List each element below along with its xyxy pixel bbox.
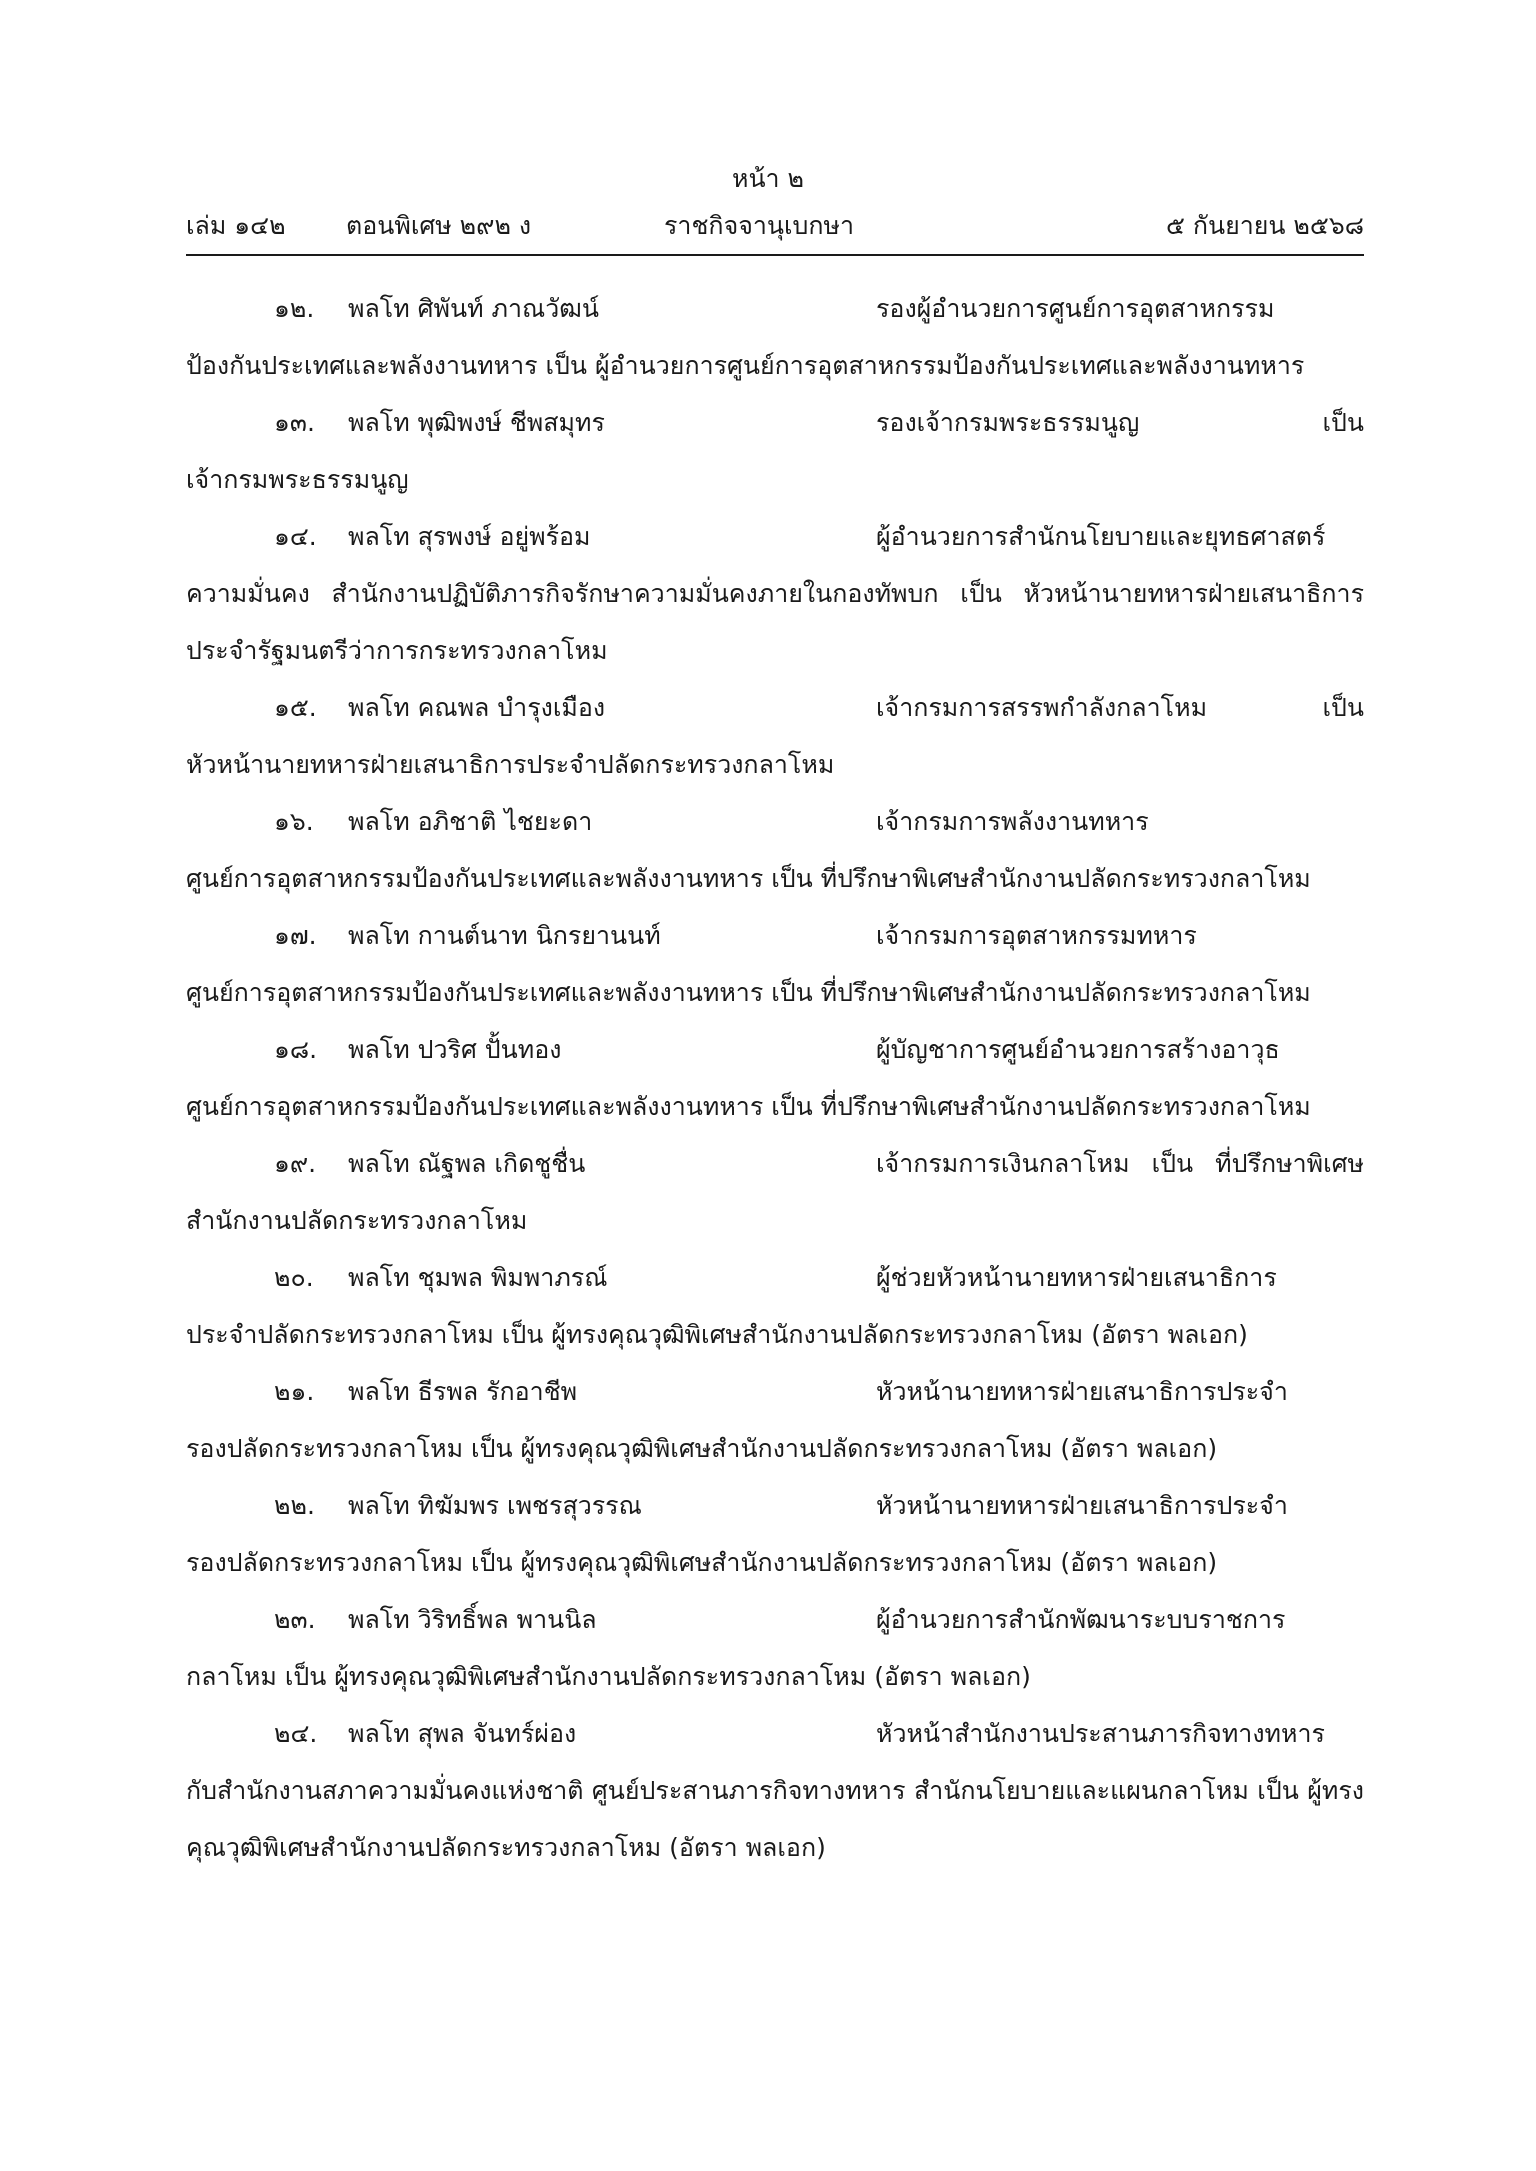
- current-position: ผู้อำนวยการสำนักนโยบายและยุทธศาสตร์: [876, 522, 1326, 551]
- officer-name: พลโท กานต์นาท นิกรยานนท์: [348, 921, 661, 950]
- appointment-entry: [186, 280, 1364, 394]
- entry-head: [186, 679, 1364, 736]
- appointment-entry: [186, 1705, 1364, 1876]
- officer-name: พลโท ทิฆัมพร เพชรสุวรรณ: [348, 1491, 642, 1520]
- entry-number: ๑๕.: [274, 693, 317, 722]
- header-publication: ราชกิจจานุเบกษา: [664, 211, 855, 240]
- entry-head: [186, 793, 1364, 850]
- current-position: ผู้อำนวยการสำนักพัฒนาระบบราชการ: [876, 1605, 1286, 1634]
- officer-name: พลโท วิริทธิ์พล พานนิล: [348, 1605, 597, 1634]
- entry-number: ๑๒.: [274, 294, 315, 323]
- entry-number: ๒๔.: [274, 1719, 318, 1748]
- entry-head: [186, 1249, 1364, 1306]
- current-position: เจ้ากรมการเงินกลาโหม เป็น ที่ปรึกษาพิเศษ: [876, 1149, 1364, 1178]
- officer-name: พลโท สุพล จันทร์ผ่อง: [348, 1719, 577, 1748]
- appointment-entry: [186, 679, 1364, 793]
- officer-name: พลโท พุฒิพงษ์ ชีพสมุทร: [348, 408, 605, 437]
- current-position: เจ้ากรมการพลังงานทหาร: [876, 807, 1149, 836]
- current-position: ผู้ช่วยหัวหน้านายทหารฝ่ายเสนาธิการ: [876, 1263, 1277, 1292]
- current-position: รองเจ้ากรมพระธรรมนูญ เป็น: [876, 408, 1364, 437]
- position-continuation: ศูนย์การอุตสาหกรรมป้องกันประเทศและพลังงานทหาร เป็น ที่ปรึกษาพิเศษสำนักงานปลัดกระทรวงกลาโหม: [186, 978, 1311, 1007]
- header-date: ๕ กันยายน ๒๕๖๘: [1165, 211, 1364, 240]
- entry-head: [186, 1363, 1364, 1420]
- position-continuation: ศูนย์การอุตสาหกรรมป้องกันประเทศและพลังงานทหาร เป็น ที่ปรึกษาพิเศษสำนักงานปลัดกระทรวงกลาโหม: [186, 864, 1311, 893]
- appointment-entry: [186, 793, 1364, 907]
- officer-name: พลโท ธีรพล รักอาชีพ: [348, 1377, 578, 1406]
- officer-name: พลโท อภิชาติ ไชยะดา: [348, 807, 593, 836]
- current-position: เจ้ากรมการอุตสาหกรรมทหาร: [876, 921, 1197, 950]
- position-continuation: รองปลัดกระทรวงกลาโหม เป็น ผู้ทรงคุณวุฒิพิเศษสำนักงานปลัดกระทรวงกลาโหม (อัตรา พลเอก): [186, 1434, 1218, 1463]
- appointment-entry: [186, 907, 1364, 1021]
- running-header: [186, 208, 1364, 244]
- entry-number: ๒๐.: [274, 1263, 314, 1292]
- appointment-entry: [186, 508, 1364, 679]
- position-continuation: ประจำปลัดกระทรวงกลาโหม เป็น ผู้ทรงคุณวุฒิพิเศษสำนักงานปลัดกระทรวงกลาโหม (อัตรา พลเอก): [186, 1320, 1248, 1349]
- appointment-entry: [186, 394, 1364, 508]
- entry-head: [186, 1477, 1364, 1534]
- current-position: หัวหน้าสำนักงานประสานภารกิจทางทหาร: [876, 1719, 1325, 1748]
- entry-head: [186, 1135, 1364, 1192]
- position-continuation: รองปลัดกระทรวงกลาโหม เป็น ผู้ทรงคุณวุฒิพิเศษสำนักงานปลัดกระทรวงกลาโหม (อัตรา พลเอก): [186, 1548, 1218, 1577]
- entry-number: ๒๑.: [274, 1377, 315, 1406]
- entry-head: [186, 1705, 1364, 1762]
- appointment-entry: [186, 1249, 1364, 1363]
- position-continuation: กับสำนักงานสภาความมั่นคงแห่งชาติ ศูนย์ประสานภารกิจทางทหาร สำนักนโยบายและแผนกลาโหม เป็น ผู้ทรงคุณวุฒิพิเศษสำนักงานปลัดกระทรวงกลาโหม (อัตรา พลเอก): [186, 1776, 1364, 1862]
- entry-number: ๑๓.: [274, 408, 315, 437]
- position-continuation: หัวหน้านายทหารฝ่ายเสนาธิการประจำปลัดกระทรวงกลาโหม: [186, 750, 835, 779]
- appointment-entry: [186, 1591, 1364, 1705]
- entry-number: ๑๔.: [274, 522, 317, 551]
- officer-name: พลโท ปวริศ ปั้นทอง: [348, 1035, 562, 1064]
- officer-name: พลโท ณัฐพล เกิดชูชื่น: [348, 1149, 586, 1178]
- entry-number: ๑๖.: [274, 807, 314, 836]
- entry-number: ๑๘.: [274, 1035, 318, 1064]
- entry-head: [186, 1591, 1364, 1648]
- entry-head: [186, 280, 1364, 337]
- officer-name: พลโท คณพล บำรุงเมือง: [348, 693, 606, 722]
- officer-name: พลโท สุรพงษ์ อยู่พร้อม: [348, 522, 591, 551]
- entry-head: [186, 394, 1364, 451]
- entry-number: ๒๒.: [274, 1491, 315, 1520]
- header-issue: ตอนพิเศษ ๒๙๒ ง: [346, 211, 532, 240]
- entry-head: [186, 1021, 1364, 1078]
- page-number: หน้า ๒: [731, 164, 805, 193]
- position-continuation: ศูนย์การอุตสาหกรรมป้องกันประเทศและพลังงานทหาร เป็น ที่ปรึกษาพิเศษสำนักงานปลัดกระทรวงกลาโหม: [186, 1092, 1311, 1121]
- current-position: รองผู้อำนวยการศูนย์การอุตสาหกรรม: [876, 294, 1275, 323]
- current-position: เจ้ากรมการสรรพกำลังกลาโหม เป็น: [876, 693, 1364, 722]
- position-continuation: สำนักงานปลัดกระทรวงกลาโหม: [186, 1206, 528, 1235]
- entry-number: ๑๗.: [274, 921, 317, 950]
- entry-head: [186, 508, 1364, 565]
- header-volume: เล่ม ๑๔๒: [186, 211, 286, 240]
- appointment-entry: [186, 1135, 1364, 1249]
- officer-name: พลโท ชุมพล พิมพาภรณ์: [348, 1263, 608, 1292]
- officer-name: พลโท ศิพันท์ ภาณวัฒน์: [348, 294, 599, 323]
- entry-head: [186, 907, 1364, 964]
- appointment-entry: [186, 1363, 1364, 1477]
- entry-number: ๑๙.: [274, 1149, 317, 1178]
- appointment-list: [186, 280, 1364, 1876]
- position-continuation: กลาโหม เป็น ผู้ทรงคุณวุฒิพิเศษสำนักงานปลัดกระทรวงกลาโหม (อัตรา พลเอก): [186, 1662, 1031, 1691]
- current-position: ผู้บัญชาการศูนย์อำนวยการสร้างอาวุธ: [876, 1035, 1280, 1064]
- current-position: หัวหน้านายทหารฝ่ายเสนาธิการประจำ: [876, 1377, 1288, 1406]
- appointment-entry: [186, 1477, 1364, 1591]
- position-continuation: เจ้ากรมพระธรรมนูญ: [186, 465, 409, 494]
- position-continuation: ป้องกันประเทศและพลังงานทหาร เป็น ผู้อำนวยการศูนย์การอุตสาหกรรมป้องกันประเทศและพลังงานทหาร: [186, 351, 1305, 380]
- current-position: หัวหน้านายทหารฝ่ายเสนาธิการประจำ: [876, 1491, 1288, 1520]
- header-divider: [186, 254, 1364, 256]
- position-continuation: ความมั่นคง สำนักงานปฏิบัติภารกิจรักษาความมั่นคงภายในกองทัพบก เป็น หัวหน้านายทหารฝ่ายเสนาธิการประจำรัฐมนตรีว่าการกระทรวงกลาโหม: [186, 579, 1364, 665]
- entry-number: ๒๓.: [274, 1605, 316, 1634]
- appointment-entry: [186, 1021, 1364, 1135]
